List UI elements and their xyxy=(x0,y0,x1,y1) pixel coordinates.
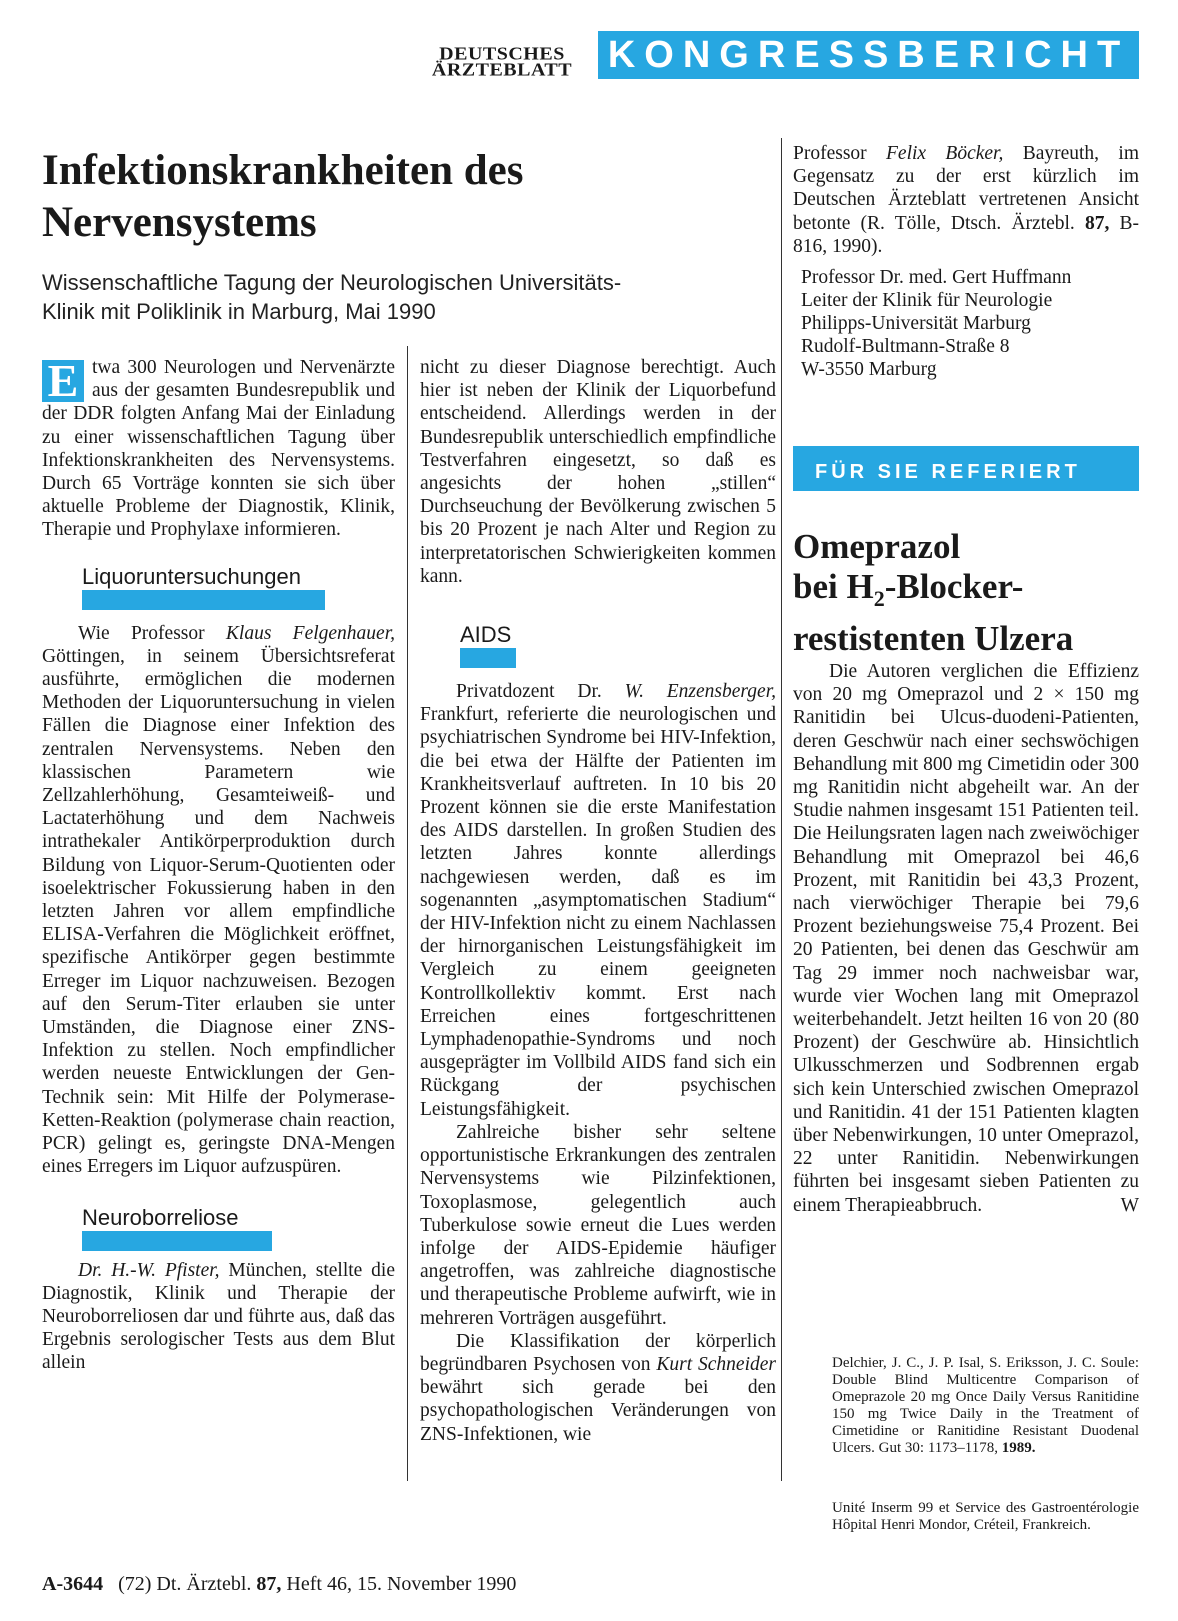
sidebar-body xyxy=(793,660,1139,1217)
section-heading-liquor: Liquoruntersuchungen xyxy=(82,563,301,589)
article-title xyxy=(42,145,742,249)
sidebar-title-line-1: Omeprazol xyxy=(793,527,961,566)
sidebar-title-line-2: bei $H_2-Blocker-$ xyxy=(793,567,1024,611)
aids-paragraph-1: Privatdozent Dr. W. Enzensberger, Frankfurt, referierte die neurologischen und psychiatrischen Syndrome bei HIV-Infektion, die bei etwa der Hälfte der Patienten im Krankheitsverlauf auftreten. In 10 bis 20 Prozent können sie die erste Manifestation des AIDS darstellen. In großen Studien des letzten Jahres konnte allerdings nachgewiesen werden, daß es im sogenannten „asymptomatischen Stadium“ der HIV-Infektion nicht zu einem Nachlassen der hirnorganischen Leistungsfähigkeit im Vergleich zu einem geeigneten Kontrollkollektiv kommt. Erst nach Erreichen eines fortgeschrittenen Lymphadenopathie-Syndroms und noch ausgeprägter im Vollbild AIDS fand sich ein Rückgang der psychischen Leistungsfähigkeit. xyxy=(420,681,776,1120)
section-underline-bar xyxy=(460,648,516,668)
sidebar-affiliation: Unité Inserm 99 et Service des Gastroentérologie Hôpital Henri Mondor, Créteil, Frankreich. xyxy=(832,1500,1139,1533)
author-name: Felix Böcker, xyxy=(886,143,1004,164)
subtitle-line-1: Wissenschaftliche Tagung der Neurologischen Universitäts- xyxy=(42,270,622,295)
continuation-paragraph: nicht zu dieser Diagnose berechtigt. Auch hier ist neben der Klinik der Liquorbefund entscheidend. Allerdings werden in der Bundesrepublik unterschiedlich empfindliche Testverfahren eingesetzt, so daß es angesichts der hohen „stillen“ Durchseuchung der Bevölkerung zwischen 5 bis 20 Prozent je nach Alter und Region zu interpretatorischen Schwierigkeiten kommen kann. xyxy=(420,357,776,587)
sidebar-reference: Delchier, J. C., J. P. Isal, S. Eriksson, J. C. Soule: Double Blind Multicentre Comparison of Omeprazole 20 mg Once Daily Versus Ranitidine 150 mg Twice Daily in the Treatment of Cimetidine or Ranitidine Resistant Duodenal Ulcers. Gut 30: 1173–1178, 1989. xyxy=(832,1355,1139,1456)
continuation-paragraph: Professor Felix Böcker, Bayreuth, im Gegensatz zu der erst kürzlich im Deutschen Ärzteblatt vertretenen Ansicht betonte (R. Tölle, Dtsch. Ärztebl. 87, B-816, 1990). xyxy=(793,143,1140,257)
author-address xyxy=(793,266,1139,381)
section-underline-bar xyxy=(82,1231,272,1251)
address-line: Rudolf-Bultmann-Straße 8 xyxy=(801,336,1010,358)
title-line-1: Infektionskrankheiten des xyxy=(42,147,524,194)
column-3-top xyxy=(793,142,1139,381)
address-line: W-3550 Marburg xyxy=(801,359,937,381)
column-2 xyxy=(420,356,776,1446)
neuroborreliose-paragraph: Dr. H.-W. Pfister, München, stellte die Diagnostik, Klinik und Therapie der Neuroborreliosen dar und führte aus, daß das Ergebnis serologischer Tests aus dem Blut allein xyxy=(42,1259,396,1374)
title-line-2: Nervensystems xyxy=(42,199,317,246)
address-line: Professor Dr. med. Gert Huffmann xyxy=(801,267,1072,289)
aids-paragraph-3: Die Klassifikation der körperlich begründbaren Psychosen von Kurt Schneider bewährt sich gerade bei den psychopathologischen Veränderungen von ZNS-Infektionen, wie xyxy=(420,1330,776,1445)
liquor-paragraph: Wie Professor Klaus Felgenhauer, Göttingen, in seinem Übersichtsreferat ausführte, ermöglichen die modernen Methoden der Liquoruntersuchung in vielen Fällen die Diagnose einer Infektion des zentralen Nervensystems. Neben den klassischen Parametern wie Zellzahlerhöhung, Gesamteiweiß- und Lactaterhöhung und dem Nachweis intrathekaler Antikörperproduktion durch Bildung von Liquor-Serum-Quotienten oder isoelektrischer Fokussierung haben in den letzten Jahren vor allem empfindliche ELISA-Verfahren die Möglichkeit eröffnet, spezifische Antikörper gegen bestimmte Erreger im Liquor nachzuweisen. Bezogen auf den Serum-Titer erlauben sie unter Umständen, die Diagnose einer ZNS-Infektion zu stellen. Noch empfindlicher werden neueste Entwicklungen der Gen-Technik sein: Mit Hilfe der Polymerase-Ketten-Reaktion (polymerase chain reaction, PCR) gelingt es, geringste DNA-Mengen eines Erregers im Liquor aufzuspüren. xyxy=(42,622,396,1178)
page-number: A-3644 xyxy=(42,1573,104,1595)
author-name: Dr. H.-W. Pfister, xyxy=(78,1259,220,1281)
intro-paragraph: E twa 300 Neurologen und Nervenärzte aus der gesamten Bundesrepublik und der DDR folgten Anfang Mai der Einladung zu einer wissenschaftlichen Tagung über Infektionskrankheiten des Nervensystems. Durch 65 Vorträge konnten sie sich über aktuelle Probleme der Diagnostik, Klinik, Therapie und Prophylaxe informieren. xyxy=(42,355,395,541)
address-line: Leiter der Klinik für Neurologie xyxy=(801,290,1053,312)
author-name: W. Enzensberger, xyxy=(624,681,776,703)
logo-line-2: ÄRZTEBLATT xyxy=(431,60,573,80)
column-1 xyxy=(42,356,395,1375)
section-heading-aids: AIDS xyxy=(460,622,512,648)
sidebar-title-line-3: restistenten Ulzera xyxy=(793,619,1074,658)
logo-line-1: DEUTSCHES xyxy=(439,44,565,64)
journal-logo xyxy=(418,46,586,78)
sidebar-signature: W xyxy=(1120,1194,1139,1216)
column-rule-2 xyxy=(781,138,782,1481)
author-name: Klaus Felgenhauer, xyxy=(225,622,396,644)
column-rule-1 xyxy=(407,346,408,1481)
sidebar-title xyxy=(793,527,1143,659)
section-heading-neuroborreliose: Neuroborreliose xyxy=(82,1204,239,1230)
section-banner: KONGRESSBERICHT xyxy=(598,31,1139,79)
sidebar-banner: FÜR SIE REFERIERT xyxy=(793,446,1139,491)
article-subtitle xyxy=(42,268,762,326)
author-name: Kurt Schneider xyxy=(656,1353,776,1375)
section-underline-bar xyxy=(82,590,325,610)
subtitle-line-2: Klinik mit Poliklinik in Marburg, Mai 1990 xyxy=(42,299,436,324)
page-footer: A-3644 (72) Dt. Ärztebl. 87, Heft 46, 15. November 1990 xyxy=(42,1573,517,1595)
aids-paragraph-2: Zahlreiche bisher sehr seltene opportunistische Erkrankungen des zentralen Nervensystems wie Pilzinfektionen, Toxoplasmose, gelegentlich auch Tuberkulose sowie erneut die Lues werden infolge der AIDS-Epidemie häufiger angetroffen, was zahlreiche diagnostische und therapeutische Probleme aufwirft, wie in mehreren Vorträgen ausgeführt. xyxy=(420,1121,776,1329)
drop-cap: E xyxy=(42,360,84,402)
address-line: Philipps-Universität Marburg xyxy=(801,313,1031,335)
sidebar-paragraph: Die Autoren verglichen die Effizienz von 20 mg Omeprazol und 2 × 150 mg Ranitidin bei Ulcus-duodeni-Patienten, deren Geschwür nach einer sechswöchigen Behandlung mit 800 mg Cimetidin oder 300 mg Ranitidin nicht abgeheilt war. An der Studie nahmen insgesamt 151 Patienten teil. Die Heilungsraten lagen nach zweiwöchiger Behandlung mit Omeprazol bei 46,6 Prozent, mit Ranitidin bei 43,3 Prozent, nach vierwöchiger Therapie bei 79,6 Prozent beziehungsweise 75,4 Prozent. Bei 20 Patienten, bei denen das Geschwür am Tag 29 immer noch nachweisbar war, wurde vier Wochen lang mit Omeprazol weiterbehandelt. Jetzt heilten 16 von 20 (80 Prozent) der Geschwüre ab. Hinsichtlich Ulkusschmerzen und Sodbrennen ergab sich kein Unterschied zwischen Omeprazol und Ranitidin. 41 der 151 Patienten klagten über Nebenwirkungen, 10 unter Omeprazol, 22 unter Ranitidin. Nebenwirkungen führten bei insgesamt sieben Patienten zu einem Therapieabbruch. W xyxy=(793,661,1139,1216)
